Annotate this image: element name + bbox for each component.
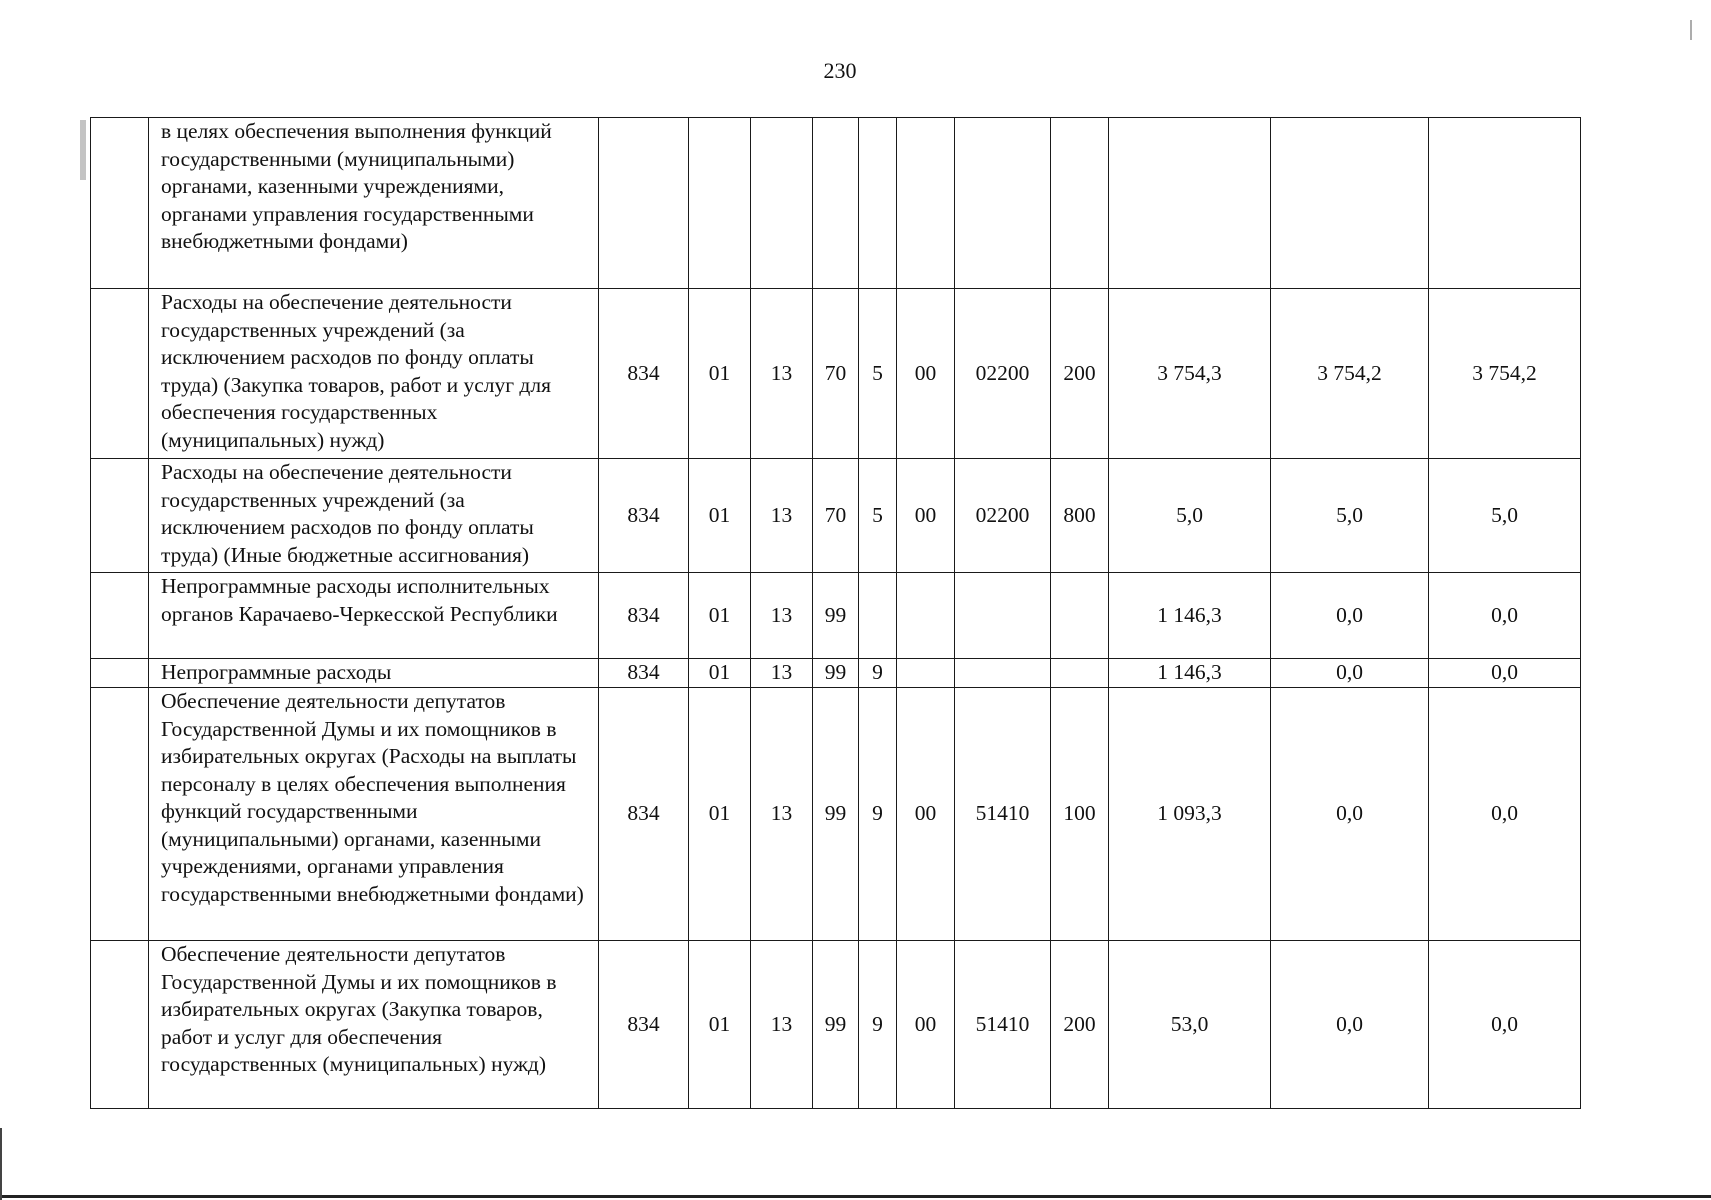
program-code-cell: 70 bbox=[813, 289, 859, 459]
direction-code-cell bbox=[955, 659, 1051, 688]
description-cell: Расходы на обеспечение деятельности государственных учреждений (за исключением расходов по фонду оплаты труда) (Иные бюджетные ассигнования) bbox=[149, 459, 599, 573]
amount-cell-1: 53,0 bbox=[1109, 941, 1271, 1109]
table-row bbox=[91, 941, 1581, 1109]
subprogram-code-cell bbox=[859, 573, 897, 659]
section-code-cell: 01 bbox=[689, 688, 751, 941]
event-code-cell: 00 bbox=[897, 688, 955, 941]
direction-code-cell: 51410 bbox=[955, 941, 1051, 1109]
row-number-cell bbox=[91, 289, 149, 459]
event-code-cell bbox=[897, 118, 955, 289]
table-row bbox=[91, 573, 1581, 659]
amount-cell-3: 3 754,2 bbox=[1429, 289, 1581, 459]
event-code-cell: 00 bbox=[897, 289, 955, 459]
description-cell: Непрограммные расходы исполнительных органов Карачаево-Черкесской Республики bbox=[149, 573, 599, 659]
row-number-cell bbox=[91, 688, 149, 941]
program-code-cell: 99 bbox=[813, 941, 859, 1109]
table-row bbox=[91, 118, 1581, 289]
subprogram-code-cell: 9 bbox=[859, 688, 897, 941]
subprogram-code-cell bbox=[859, 118, 897, 289]
program-code-cell: 99 bbox=[813, 688, 859, 941]
amount-cell-2: 0,0 bbox=[1271, 941, 1429, 1109]
amount-cell-1: 1 146,3 bbox=[1109, 573, 1271, 659]
subsection-code-cell: 13 bbox=[751, 289, 813, 459]
amount-cell-2: 0,0 bbox=[1271, 659, 1429, 688]
subsection-code-cell: 13 bbox=[751, 573, 813, 659]
description-cell: в целях обеспечения выполнения функций государственными (муниципальными) органами, казенными учреждениями, органами управления государственными внебюджетными фондами) bbox=[149, 118, 599, 289]
amount-cell-1: 3 754,3 bbox=[1109, 289, 1271, 459]
section-code-cell: 01 bbox=[689, 941, 751, 1109]
expense-type-code-cell bbox=[1051, 659, 1109, 688]
row-number-cell bbox=[91, 941, 149, 1109]
event-code-cell bbox=[897, 573, 955, 659]
event-code-cell bbox=[897, 659, 955, 688]
row-number-cell bbox=[91, 659, 149, 688]
subprogram-code-cell: 5 bbox=[859, 459, 897, 573]
amount-cell-2: 5,0 bbox=[1271, 459, 1429, 573]
expense-type-code-cell: 200 bbox=[1051, 941, 1109, 1109]
table-row bbox=[91, 459, 1581, 573]
section-code-cell: 01 bbox=[689, 459, 751, 573]
amount-cell-3: 0,0 bbox=[1429, 659, 1581, 688]
program-code-cell: 99 bbox=[813, 573, 859, 659]
amount-cell-3: 0,0 bbox=[1429, 688, 1581, 941]
subsection-code-cell bbox=[751, 118, 813, 289]
direction-code-cell bbox=[955, 573, 1051, 659]
ministry-code-cell: 834 bbox=[599, 289, 689, 459]
description-cell: Непрограммные расходы bbox=[149, 659, 599, 688]
amount-cell-1: 1 146,3 bbox=[1109, 659, 1271, 688]
scan-left-edge-mark bbox=[0, 1128, 2, 1200]
subsection-code-cell: 13 bbox=[751, 941, 813, 1109]
subsection-code-cell: 13 bbox=[751, 659, 813, 688]
section-code-cell: 01 bbox=[689, 289, 751, 459]
ministry-code-cell: 834 bbox=[599, 659, 689, 688]
budget-table bbox=[90, 117, 1581, 1109]
amount-cell-3 bbox=[1429, 118, 1581, 289]
row-number-cell bbox=[91, 118, 149, 289]
description-cell: Расходы на обеспечение деятельности государственных учреждений (за исключением расходов по фонду оплаты труда) (Закупка товаров, работ и услуг для обеспечения государственных (муниципальных) нужд) bbox=[149, 289, 599, 459]
ministry-code-cell: 834 bbox=[599, 573, 689, 659]
expense-type-code-cell: 100 bbox=[1051, 688, 1109, 941]
ministry-code-cell bbox=[599, 118, 689, 289]
section-code-cell bbox=[689, 118, 751, 289]
amount-cell-3: 5,0 bbox=[1429, 459, 1581, 573]
direction-code-cell: 51410 bbox=[955, 688, 1051, 941]
subsection-code-cell: 13 bbox=[751, 459, 813, 573]
subsection-code-cell: 13 bbox=[751, 688, 813, 941]
expense-type-code-cell: 200 bbox=[1051, 289, 1109, 459]
scan-margin-specks bbox=[80, 120, 86, 180]
table-row bbox=[91, 289, 1581, 459]
page-number: 230 bbox=[823, 58, 857, 83]
expense-type-code-cell bbox=[1051, 573, 1109, 659]
subprogram-code-cell: 9 bbox=[859, 659, 897, 688]
table-row bbox=[91, 659, 1581, 688]
amount-cell-1: 1 093,3 bbox=[1109, 688, 1271, 941]
subprogram-code-cell: 5 bbox=[859, 289, 897, 459]
program-code-cell bbox=[813, 118, 859, 289]
direction-code-cell: 02200 bbox=[955, 459, 1051, 573]
table-row bbox=[91, 688, 1581, 941]
amount-cell-1 bbox=[1109, 118, 1271, 289]
expense-type-code-cell: 800 bbox=[1051, 459, 1109, 573]
event-code-cell: 00 bbox=[897, 459, 955, 573]
direction-code-cell: 02200 bbox=[955, 289, 1051, 459]
amount-cell-2: 0,0 bbox=[1271, 573, 1429, 659]
program-code-cell: 99 bbox=[813, 659, 859, 688]
scan-bottom-line bbox=[0, 1195, 1711, 1198]
direction-code-cell bbox=[955, 118, 1051, 289]
amount-cell-2 bbox=[1271, 118, 1429, 289]
scan-right-edge-mark bbox=[1690, 20, 1692, 40]
event-code-cell: 00 bbox=[897, 941, 955, 1109]
subprogram-code-cell: 9 bbox=[859, 941, 897, 1109]
ministry-code-cell: 834 bbox=[599, 941, 689, 1109]
row-number-cell bbox=[91, 459, 149, 573]
program-code-cell: 70 bbox=[813, 459, 859, 573]
expense-type-code-cell bbox=[1051, 118, 1109, 289]
section-code-cell: 01 bbox=[689, 573, 751, 659]
amount-cell-3: 0,0 bbox=[1429, 573, 1581, 659]
description-cell: Обеспечение деятельности депутатов Государственной Думы и их помощников в избирательных округах (Закупка товаров, работ и услуг для обеспечения государственных (муниципальных) нужд) bbox=[149, 941, 599, 1109]
ministry-code-cell: 834 bbox=[599, 459, 689, 573]
row-number-cell bbox=[91, 573, 149, 659]
ministry-code-cell: 834 bbox=[599, 688, 689, 941]
amount-cell-2: 3 754,2 bbox=[1271, 289, 1429, 459]
description-cell: Обеспечение деятельности депутатов Государственной Думы и их помощников в избирательных округах (Расходы на выплаты персоналу в целях обеспечения выполнения функций государственными (муниципальными) органами, казенными учреждениями, органами управления государственными внебюджетными фондами) bbox=[149, 688, 599, 941]
amount-cell-3: 0,0 bbox=[1429, 941, 1581, 1109]
amount-cell-2: 0,0 bbox=[1271, 688, 1429, 941]
section-code-cell: 01 bbox=[689, 659, 751, 688]
amount-cell-1: 5,0 bbox=[1109, 459, 1271, 573]
